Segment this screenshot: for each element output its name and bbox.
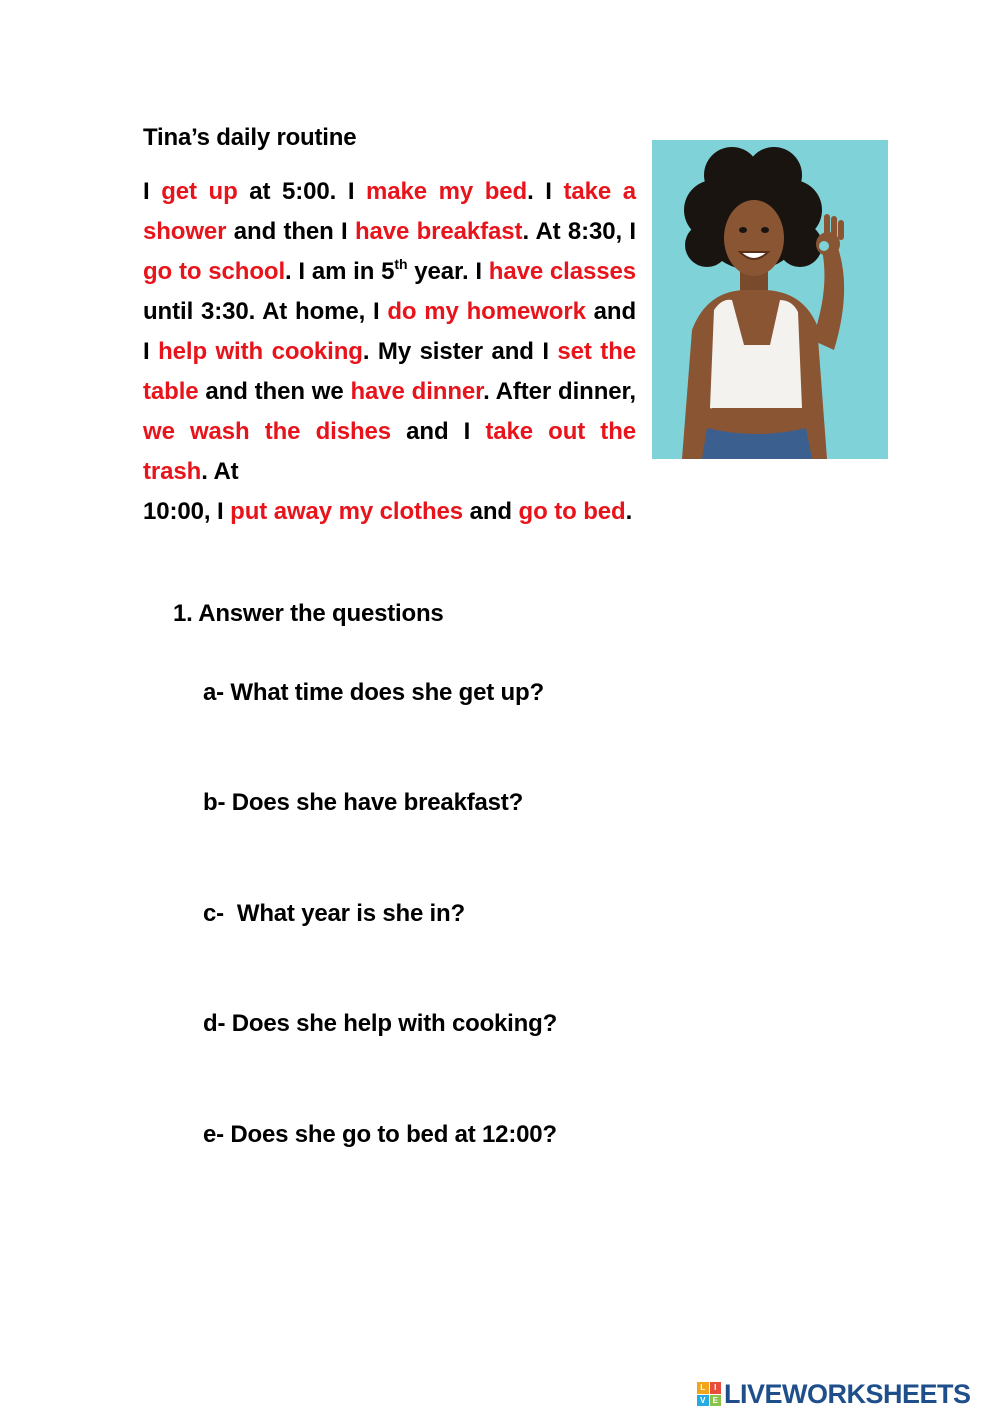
passage-text: . <box>625 498 633 525</box>
highlighted-phrase: take out the trash <box>143 418 637 485</box>
highlighted-phrase: get up <box>161 178 238 205</box>
highlighted-phrase: have breakfast <box>354 218 523 245</box>
passage-text: I <box>143 178 162 205</box>
passage-text: . I am in 5 <box>285 258 395 285</box>
passage-text: . At <box>201 458 239 485</box>
logo-text: LIVEWORKSHEETS <box>724 1378 971 1409</box>
question-a: a- What time does she get up? <box>203 679 544 706</box>
passage-text: 10:00, I <box>143 498 231 525</box>
highlighted-phrase: make my bed <box>366 178 528 205</box>
question-d: d- Does she help with cooking? <box>203 1010 558 1037</box>
liveworksheets-logo <box>697 1377 971 1411</box>
passage-text: and I <box>391 418 486 445</box>
passage-text: and then I <box>226 218 355 245</box>
highlighted-phrase: have dinner <box>350 378 484 405</box>
highlighted-phrase: set the table <box>143 338 636 405</box>
question-c: c- What year is she in? <box>203 900 465 927</box>
passage-last-line <box>143 492 636 532</box>
passage-text: th <box>394 256 408 272</box>
passage-text: . After dinner, <box>483 378 636 405</box>
section-heading: 1. Answer the questions <box>173 600 444 627</box>
question-e: e- Does she go to bed at 12:00? <box>203 1121 557 1148</box>
passage-text: . At 8:30, I <box>522 218 637 245</box>
passage-text: and <box>463 498 519 525</box>
highlighted-phrase: go to bed <box>518 498 626 525</box>
passage-text: year. I <box>407 258 489 285</box>
worksheet-title: Tina’s daily routine <box>143 124 357 151</box>
passage-text: and then we <box>198 378 351 405</box>
passage-text: . My sister and I <box>362 338 558 365</box>
reading-passage <box>143 172 636 532</box>
passage-text: until 3:30. At home, I <box>143 298 388 325</box>
highlighted-phrase: do my homework <box>387 298 586 325</box>
girl-photo <box>652 140 888 459</box>
girl-illustration <box>652 140 888 459</box>
passage-text: at 5:00. I <box>237 178 367 205</box>
question-b: b- Does she have breakfast? <box>203 789 524 816</box>
highlighted-phrase: we wash the dishes <box>143 418 391 445</box>
highlighted-phrase: have classes <box>488 258 636 285</box>
highlighted-phrase: take a shower <box>143 178 636 245</box>
highlighted-phrase: go to school <box>143 258 286 285</box>
highlighted-phrase: help with cooking <box>158 338 363 365</box>
passage-body <box>143 178 636 485</box>
passage-text: and I <box>143 298 637 365</box>
logo-badge-icon: L I V E <box>697 1382 721 1406</box>
passage-text: . I <box>527 178 564 205</box>
highlighted-phrase: put away my clothes <box>230 498 463 525</box>
